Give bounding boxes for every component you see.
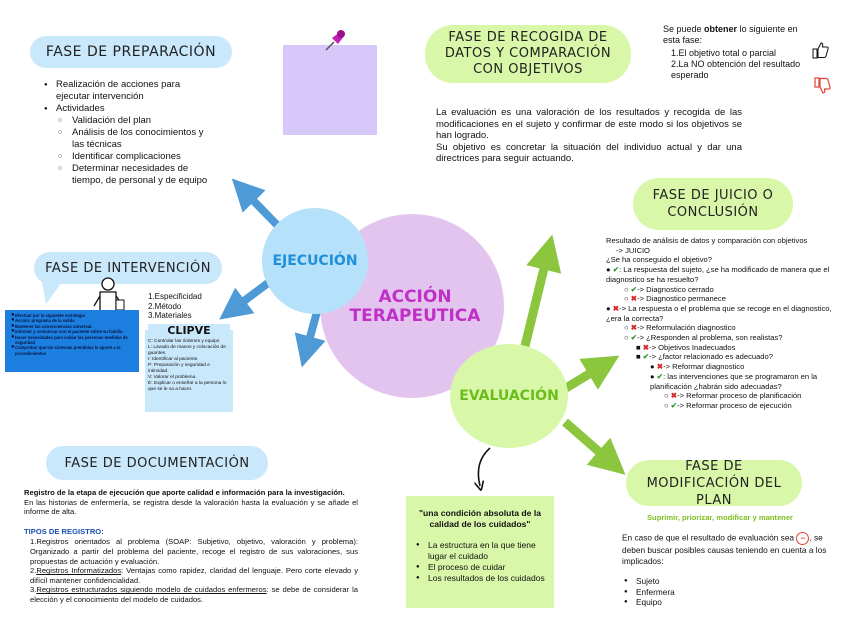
blue-box-item: ● Mantener las consecuencias universal. bbox=[9, 324, 135, 329]
arrow-to-list bbox=[566, 365, 604, 388]
speech-bubble-tail bbox=[38, 282, 68, 308]
calidad-item: ● La estructura en la que tiene lugar el cuidado bbox=[414, 540, 546, 562]
evaluacion-circle: EVALUACIÓN bbox=[450, 344, 568, 448]
blue-box-item: ● Informar y comunicar con el paciente sobre su familia bbox=[9, 329, 135, 334]
preparacion-item: ● Actividades bbox=[42, 103, 210, 115]
preparacion-title: FASE DE PREPARACIÓN bbox=[30, 36, 232, 68]
implicado-item: ● Equipo bbox=[622, 597, 834, 608]
recogida-title: FASE DE RECOGIDA DE DATOS Y COMPARACIÓN CON OBJETIVOS bbox=[425, 25, 631, 83]
recogida-list-item: 1.El objetivo total o parcial bbox=[671, 48, 777, 58]
blue-box-item: ● Comprobar que los sistemas prendidas le aporte a la procedimientos bbox=[9, 345, 135, 356]
preparacion-subitem: ○ Identificar complicaciones bbox=[42, 151, 210, 163]
clipve-title: CLIPVE bbox=[148, 324, 230, 337]
calidad-box bbox=[406, 496, 554, 608]
minus-circle-icon: − bbox=[796, 532, 809, 545]
clipve-item: V: Valorar el problema. bbox=[148, 375, 197, 380]
ejecucion-circle: EJECUCIÓN bbox=[262, 208, 368, 314]
clipve-item: E: Explicar o enseñar a la persona lo que se le va a hacer. bbox=[148, 381, 227, 392]
recogida-list-item: 2.La NO obtención del resultado esperado bbox=[671, 59, 801, 80]
implicado-item: ● Sujeto bbox=[622, 576, 834, 587]
arrow-to-calidad bbox=[478, 448, 490, 486]
blue-box-item: ● Acción: programa de la salida bbox=[9, 318, 135, 323]
juicio-title: FASE DE JUICIO O CONCLUSIÓN bbox=[633, 178, 793, 230]
clipve-box bbox=[145, 324, 233, 412]
intervencion-list: 1.Especificidad 2.Método 3.Materiales bbox=[148, 292, 202, 320]
preparacion-subitem: ○ Determinar necesidades de tiempo, de personal y de equipo bbox=[42, 163, 210, 187]
calidad-item: ● Los resultados de los cuidados bbox=[414, 573, 546, 584]
blue-box-item: ● Hacer necesidades para cuidar las personas medidas de seguridad bbox=[9, 335, 135, 346]
modificacion-title: FASE DE MODIFICACIÓN DEL PLAN bbox=[626, 460, 802, 506]
documentacion-text: Registro de la etapa de ejecución que aporte calidad e información para la investigación. En las historias de enfermería, se registra desde la valoración hasta la evaluación y se añade el informe de alta. TIPOS DE REGISTRO: 1.Registros orientados al problema (SOAP: Subjetivo, objetivo, valoración y problema): Organizado a partir del problema del paciente, recoge el registro de sus valoraciones, sus propuestas de actuación y evaluación. 2.Registros Informatizados: Ventajas como rapidez, claridad del lenguaje. Pero corte elevado y difícil mantener confidencialidad. 3.Registros estructurados siguiendo modelo de cuidados enfermeros: se debe de considerar la elección y el conocimiento del modelo de cuidados. bbox=[24, 488, 359, 604]
clipve-item: C: Controlar las órdenes y equipo bbox=[148, 339, 220, 344]
arrow-to-preparacion bbox=[243, 190, 280, 228]
modificacion-subtitle: Suprimir, priorizar, modificar y mantener bbox=[646, 513, 793, 522]
juicio-list: Resultado de análisis de datos y comparación con objetivos -> JUICIO ¿Se ha conseguido el objetivo? ● ✔: La respuesta del sujeto, ¿se ha modificado de manera que el diagnostico se ha resuelto? ○ ✔-> Diagnostico cerrado ○ ✖-> Diagnostico permanece ● ✖-> La respuesta o el problema que se recoge en el diagnostico, ¿era la correcta? ○ ✖-> Reformulación diagnostico ○ ✔-> ¿Responden al problema, son realistas? ■ ✖-> Objetivos Inadecuados ■ ✔-> ¿factor relacionado es adecuado? ● ✖-> Reformar diagnostico ● ✔: las intervenciones que se programaron en la planificación ¿habrán sido adecuadas? ○ ✖-> Reformar proceso de planificación ○ ✔-> Reformar proceso de ejecución bbox=[606, 236, 832, 410]
arrow-to-juicio bbox=[525, 252, 548, 346]
intervencion-blue-box bbox=[5, 310, 139, 372]
arrow-to-modificacion bbox=[565, 422, 612, 463]
thumbs-down-icon bbox=[812, 76, 832, 96]
documentacion-title: FASE DE DOCUMENTACIÓN bbox=[46, 446, 268, 480]
preparacion-subitem: ○ Análisis de los conocimientos y las técnicas bbox=[42, 127, 210, 151]
clipve-item: I: Identificar al paciente. bbox=[148, 357, 199, 362]
recogida-obtener: Se puede obtener lo siguiente en esta fase: 1.El objetivo total o parcial 2.La NO obtención del resultado esperado bbox=[663, 24, 813, 81]
pushpin-icon bbox=[322, 28, 348, 54]
modificacion-text: En caso de que el resultado de evaluación sea − , se deben buscar posibles causas teniendo en cuenta a los implicados: ● Sujeto ● Enfermera ● Equipo bbox=[622, 532, 834, 608]
arrow-to-materiales bbox=[232, 283, 268, 310]
clipve-item: L: Lavado de manos y colocación de guantes. bbox=[148, 345, 226, 356]
clipve-item: P: Preparación y seguridad e intimidad. bbox=[148, 363, 210, 374]
sticky-note bbox=[283, 45, 377, 135]
intervencion-title: FASE DE INTERVENCIÓN bbox=[34, 252, 222, 284]
preparacion-item: ● Realización de acciones para ejecutar intervención bbox=[42, 79, 210, 103]
calidad-item: ● El proceso de cuidar bbox=[414, 562, 546, 573]
blue-box-item: ● Efectuar por la siguiente estrategia bbox=[9, 313, 135, 318]
thumbs-up-icon bbox=[810, 40, 830, 60]
calidad-title: "una condición absoluta de la calidad de los cuidados" bbox=[418, 508, 542, 529]
recogida-description: La evaluación es una valoración de los resultados y recogida de las modificaciones en el sujeto y confirmar de este modo si los objetivos se han logrado. Su objetivo es concretar la situación del individuo actual y dar una directrices para seguir actuando. bbox=[436, 107, 742, 164]
preparacion-list bbox=[42, 79, 210, 187]
preparacion-subitem: ○ Validación del plan bbox=[42, 115, 210, 127]
implicado-item: ● Enfermera bbox=[622, 587, 834, 598]
accion-terapeutica-label: ACCIÓN TERAPEUTICA bbox=[349, 287, 481, 326]
arrow-down-ejecucion bbox=[306, 308, 318, 352]
